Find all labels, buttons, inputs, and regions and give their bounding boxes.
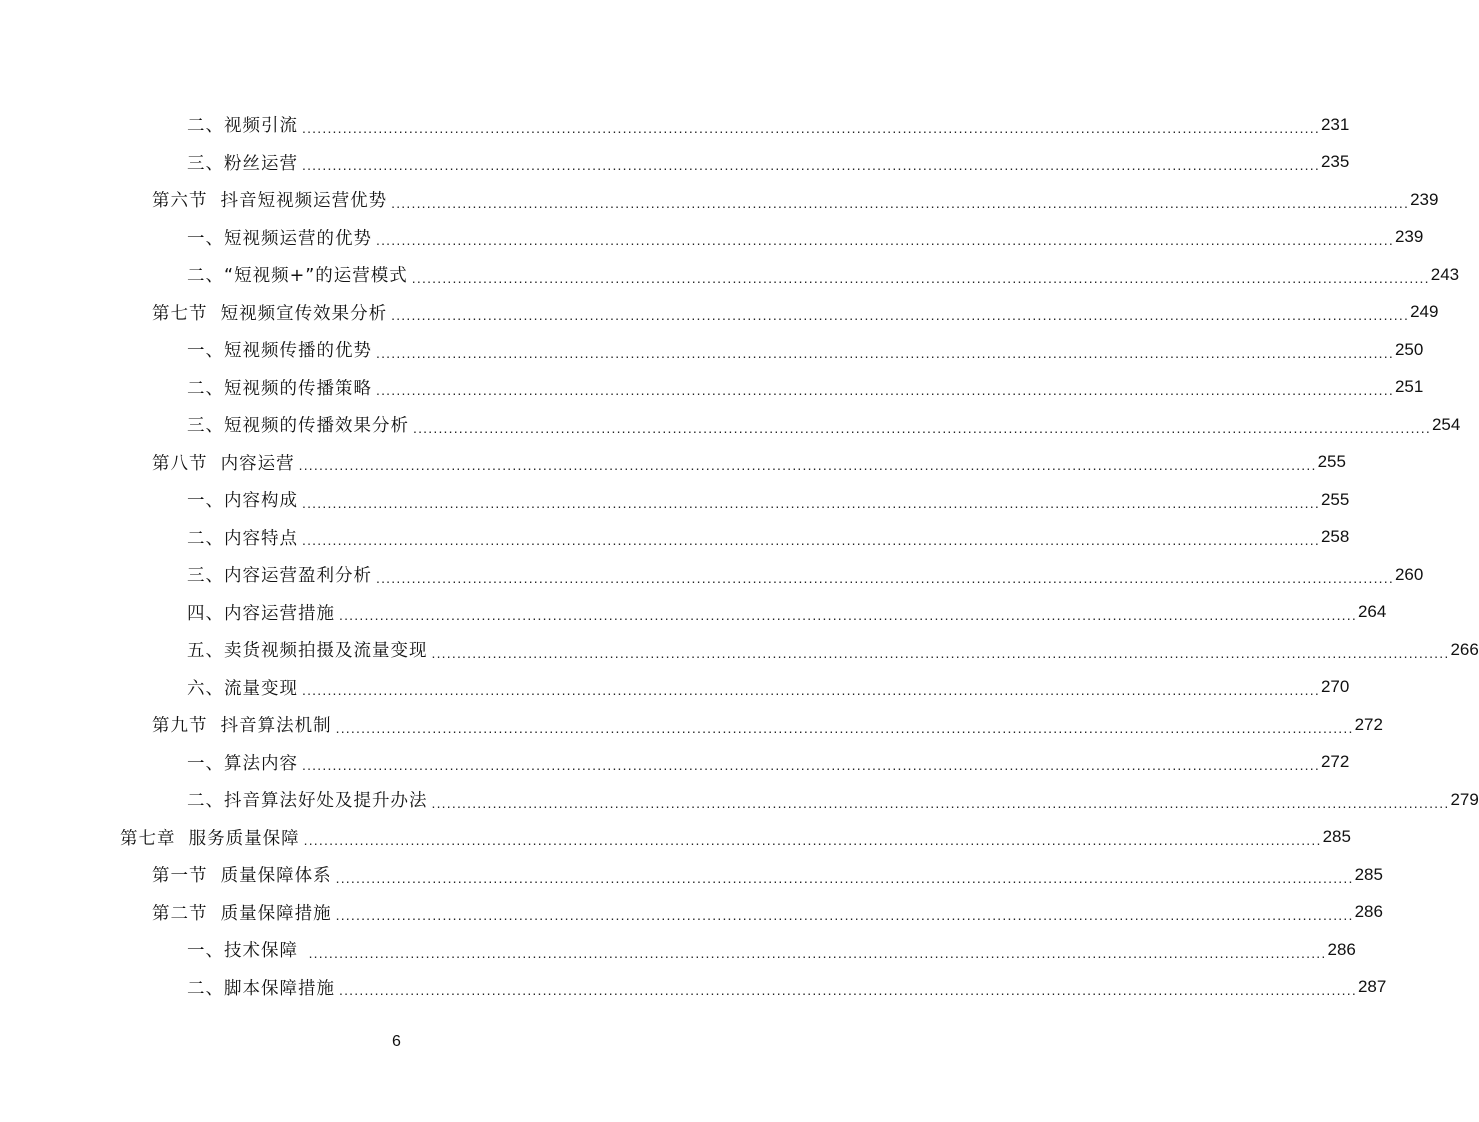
toc-entry[interactable] <box>0 406 1461 444</box>
dot-leader: ........................................................................................................................................................................................................ <box>335 719 1354 736</box>
toc-entry[interactable] <box>0 781 1479 819</box>
dot-leader: ........................................................................................................................................................................................................ <box>308 944 1327 961</box>
toc-entry[interactable] <box>0 856 1383 894</box>
toc-entry[interactable] <box>0 106 1350 144</box>
toc-entry-title: 一、技术保障 <box>187 941 305 962</box>
toc-entry-title: 一、算法内容 <box>187 753 298 774</box>
toc-entry[interactable] <box>0 519 1350 557</box>
toc-entry-page: 270 <box>1320 677 1350 697</box>
toc-entry-page: 235 <box>1320 152 1350 172</box>
toc-entry-page: 285 <box>1354 864 1383 884</box>
toc-entry-page: 231 <box>1320 114 1350 134</box>
toc-entry-title: 三、内容运营盈利分析 <box>187 566 372 587</box>
toc-entry-page: 258 <box>1320 527 1350 547</box>
toc-entry-page: 243 <box>1430 264 1460 284</box>
toc-entry[interactable] <box>0 331 1424 369</box>
toc-entry-title: 二、视频引流 <box>187 116 298 137</box>
toc-entry-title: 四、内容运营措施 <box>187 603 335 624</box>
toc-entry[interactable] <box>0 969 1387 1007</box>
dot-leader: ........................................................................................................................................................................................................ <box>302 757 1320 773</box>
toc-entry[interactable] <box>0 369 1424 407</box>
toc-entry-page: 255 <box>1317 452 1346 472</box>
toc-entry[interactable] <box>0 594 1387 632</box>
toc-entry-title: 三、粉丝运营 <box>187 153 298 174</box>
toc-entry-title: 第七节 短视频宣传效果分析 <box>152 303 388 324</box>
toc-entry-title: 六、流量变现 <box>187 678 298 699</box>
toc-entry[interactable] <box>0 219 1424 257</box>
toc-entry[interactable] <box>0 181 1439 219</box>
toc-entry-title: 一、短视频传播的优势 <box>187 341 372 362</box>
toc-entry[interactable] <box>0 744 1350 782</box>
dot-leader: ........................................................................................................................................................................................................ <box>431 644 1450 661</box>
toc-entry-title: 二、“短视频+”的运营模式 <box>187 266 408 287</box>
toc-entry[interactable] <box>0 894 1383 932</box>
toc-entry[interactable] <box>0 481 1350 519</box>
toc-entry-page: 286 <box>1354 902 1383 922</box>
toc-entry-page: 254 <box>1431 414 1461 434</box>
toc-entry-title: 第一节 质量保障体系 <box>152 866 332 887</box>
dot-leader: ........................................................................................................................................................................................................ <box>376 232 1394 248</box>
dot-leader: ........................................................................................................................................................................................................ <box>335 907 1354 923</box>
dot-leader: ........................................................................................................................................................................................................ <box>302 119 1320 136</box>
toc-entry-title: 二、脚本保障措施 <box>187 978 335 999</box>
dot-leader: ........................................................................................................................................................................................................ <box>302 494 1320 511</box>
toc-entry-title: 一、短视频运营的优势 <box>187 228 372 249</box>
toc-entry-title: 第七章 服务质量保障 <box>120 828 300 849</box>
toc-entry-page: 287 <box>1357 977 1387 997</box>
toc-entry-title: 二、短视频的传播策略 <box>187 378 372 399</box>
dot-leader: ........................................................................................................................................................................................................ <box>302 157 1320 173</box>
dot-leader: ........................................................................................................................................................................................................ <box>335 869 1354 886</box>
dot-leader: ........................................................................................................................................................................................................ <box>411 269 1430 286</box>
table-of-contents <box>0 106 1479 1006</box>
toc-entry-page: 285 <box>1322 827 1351 847</box>
toc-entry-title: 第六节 抖音短视频运营优势 <box>152 191 388 212</box>
toc-entry[interactable] <box>0 294 1439 332</box>
toc-entry-title: 一、内容构成 <box>187 491 298 512</box>
toc-entry-title: 五、卖货视频拍摄及流量变现 <box>187 641 428 662</box>
toc-entry[interactable] <box>0 144 1350 182</box>
dot-leader: ........................................................................................................................................................................................................ <box>339 982 1357 998</box>
dot-leader: ........................................................................................................................................................................................................ <box>431 794 1450 811</box>
dot-leader: ........................................................................................................................................................................................................ <box>376 344 1394 361</box>
toc-entry-page: 251 <box>1394 377 1424 397</box>
toc-entry[interactable] <box>0 931 1356 969</box>
dot-leader: ........................................................................................................................................................................................................ <box>391 307 1410 323</box>
toc-entry-page: 272 <box>1320 752 1350 772</box>
toc-entry[interactable] <box>0 444 1346 482</box>
toc-entry-title: 第八节 内容运营 <box>152 453 295 474</box>
toc-entry[interactable] <box>0 706 1383 744</box>
toc-entry-title: 二、抖音算法好处及提升办法 <box>187 791 428 812</box>
toc-entry[interactable] <box>0 556 1424 594</box>
toc-entry-page: 239 <box>1394 227 1424 247</box>
dot-leader: ........................................................................................................................................................................................................ <box>303 832 1322 848</box>
dot-leader: ........................................................................................................................................................................................................ <box>391 194 1410 211</box>
toc-entry-page: 239 <box>1410 189 1439 209</box>
dot-leader: ........................................................................................................................................................................................................ <box>413 419 1431 436</box>
toc-entry-page: 266 <box>1450 639 1479 659</box>
toc-entry[interactable] <box>0 631 1479 669</box>
toc-entry-title: 第二节 质量保障措施 <box>152 903 332 924</box>
toc-entry-page: 255 <box>1320 489 1350 509</box>
toc-entry-page: 250 <box>1394 339 1424 359</box>
toc-entry-page: 272 <box>1354 714 1383 734</box>
toc-entry-page: 260 <box>1394 564 1424 584</box>
toc-entry-page: 286 <box>1327 939 1356 959</box>
toc-entry[interactable] <box>0 669 1350 707</box>
toc-entry-page: 279 <box>1450 789 1479 809</box>
dot-leader: ........................................................................................................................................................................................................ <box>376 382 1394 398</box>
toc-entry-page: 264 <box>1357 602 1387 622</box>
toc-entry-title: 第九节 抖音算法机制 <box>152 716 332 737</box>
toc-entry-page: 249 <box>1410 302 1439 322</box>
page-number: 6 <box>392 1033 401 1050</box>
dot-leader: ........................................................................................................................................................................................................ <box>339 607 1357 623</box>
toc-entry[interactable] <box>0 819 1351 857</box>
dot-leader: ........................................................................................................................................................................................................ <box>298 457 1317 473</box>
dot-leader: ........................................................................................................................................................................................................ <box>302 532 1320 548</box>
toc-entry-title: 二、内容特点 <box>187 528 298 549</box>
toc-entry[interactable] <box>0 256 1460 294</box>
dot-leader: ........................................................................................................................................................................................................ <box>302 682 1320 698</box>
toc-entry-title: 三、短视频的传播效果分析 <box>187 416 409 437</box>
dot-leader: ........................................................................................................................................................................................................ <box>376 569 1394 586</box>
